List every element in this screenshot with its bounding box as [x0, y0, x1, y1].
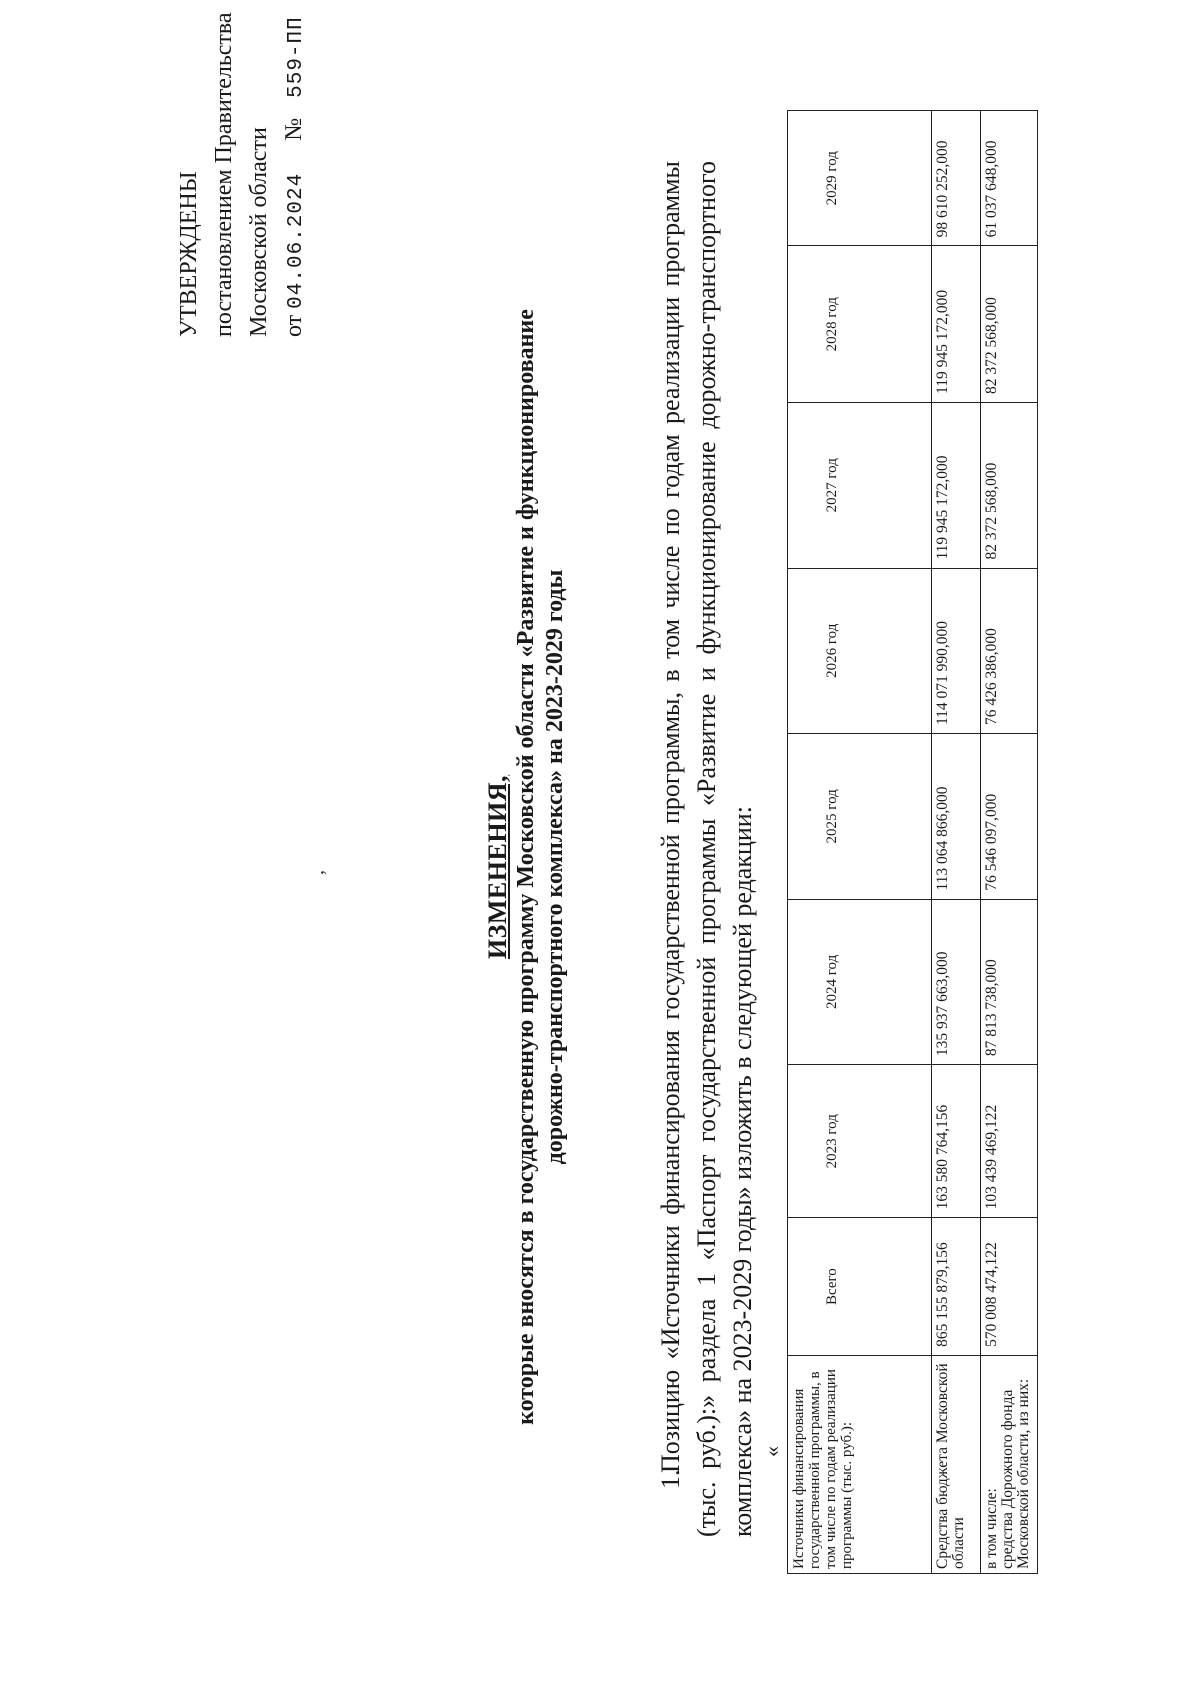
table-cell: 163 580 764,156: [932, 1065, 981, 1218]
table-cell: 76 546 097,000: [981, 734, 1038, 900]
paragraph-text: Позицию «Источники финансирования государственной программы, в том числе по годам реализации программы (тыс. руб.):» раздела 1 «Паспорт государственной программы «Развитие и функционирование дорожно-транспортного комплекса» на 2023-2029 годы» изложить в следующей редакции:: [656, 161, 757, 1537]
table-header-row: [788, 111, 932, 1574]
open-quote: «: [759, 1446, 784, 1457]
approval-authority: постановлением Правительства: [211, 12, 237, 337]
table-row: [932, 111, 981, 1574]
title-subtitle-2: дорожно-транспортного комплекса» на 2023-2029 годы: [542, 569, 568, 1165]
table-cell: 98 610 252,000: [932, 111, 981, 246]
approval-region: Московской области: [246, 127, 272, 337]
table-cell: 82 372 568,000: [981, 246, 1038, 403]
table-cell: 135 937 663,000: [932, 899, 981, 1065]
table-cell: 87 813 738,000: [981, 899, 1038, 1065]
table-cell: 570 008 474,122: [981, 1218, 1038, 1356]
approval-title: УТВЕРЖДЕНЫ: [176, 171, 202, 337]
number-sign: №: [281, 117, 307, 141]
table-cell: 119 945 172,000: [932, 402, 981, 568]
paragraph-number: 1.: [656, 1469, 685, 1489]
table-header-cell: 2028 год: [788, 246, 932, 403]
table-cell: 61 037 648,000: [981, 111, 1038, 246]
table-row-label: Средства бюджета Московской области: [932, 1355, 981, 1573]
table-cell: 865 155 879,156: [932, 1218, 981, 1356]
table-header-cell: 2027 год: [788, 402, 932, 568]
table-row: [981, 111, 1038, 1574]
amendment-paragraph: [653, 161, 761, 1537]
table-header-cell: Всего: [788, 1218, 932, 1356]
table-row-label: в том числе: средства Дорожного фонда Московской области, из них:: [981, 1355, 1038, 1573]
approval-number: 559-ПП: [285, 16, 308, 98]
table-header-cell: 2023 год: [788, 1065, 932, 1218]
approval-date: 04.06.2024: [285, 172, 308, 309]
table-cell: 82 372 568,000: [981, 402, 1038, 568]
table-header-cell: Источники финансирования государственной программы, в том числе по годам реализации программы (тыс. руб.):: [788, 1355, 932, 1573]
title-subtitle-1: которые вносятся в государственную программу Московской области «Развитие и функционирование: [513, 309, 539, 1425]
approval-date-line: [277, 12, 314, 337]
table-header-cell: 2025 год: [788, 734, 932, 900]
title-heading: ИЗМЕНЕНИЯ,: [483, 774, 512, 960]
table-header-cell: 2026 год: [788, 568, 932, 734]
financing-table: [787, 110, 1038, 1574]
table-header-cell: 2024 год: [788, 899, 932, 1065]
approval-stamp: [172, 12, 314, 337]
date-prefix: от: [281, 314, 307, 337]
table-cell: 103 439 469,122: [981, 1065, 1038, 1218]
table-cell: 114 071 990,000: [932, 568, 981, 734]
table-cell: 113 064 866,000: [932, 734, 981, 900]
document-title: [483, 157, 570, 1577]
table-header-cell: 2029 год: [788, 111, 932, 246]
table-cell: 76 426 386,000: [981, 568, 1038, 734]
table-cell: 119 945 172,000: [932, 246, 981, 403]
stray-mark: ,: [306, 870, 328, 875]
